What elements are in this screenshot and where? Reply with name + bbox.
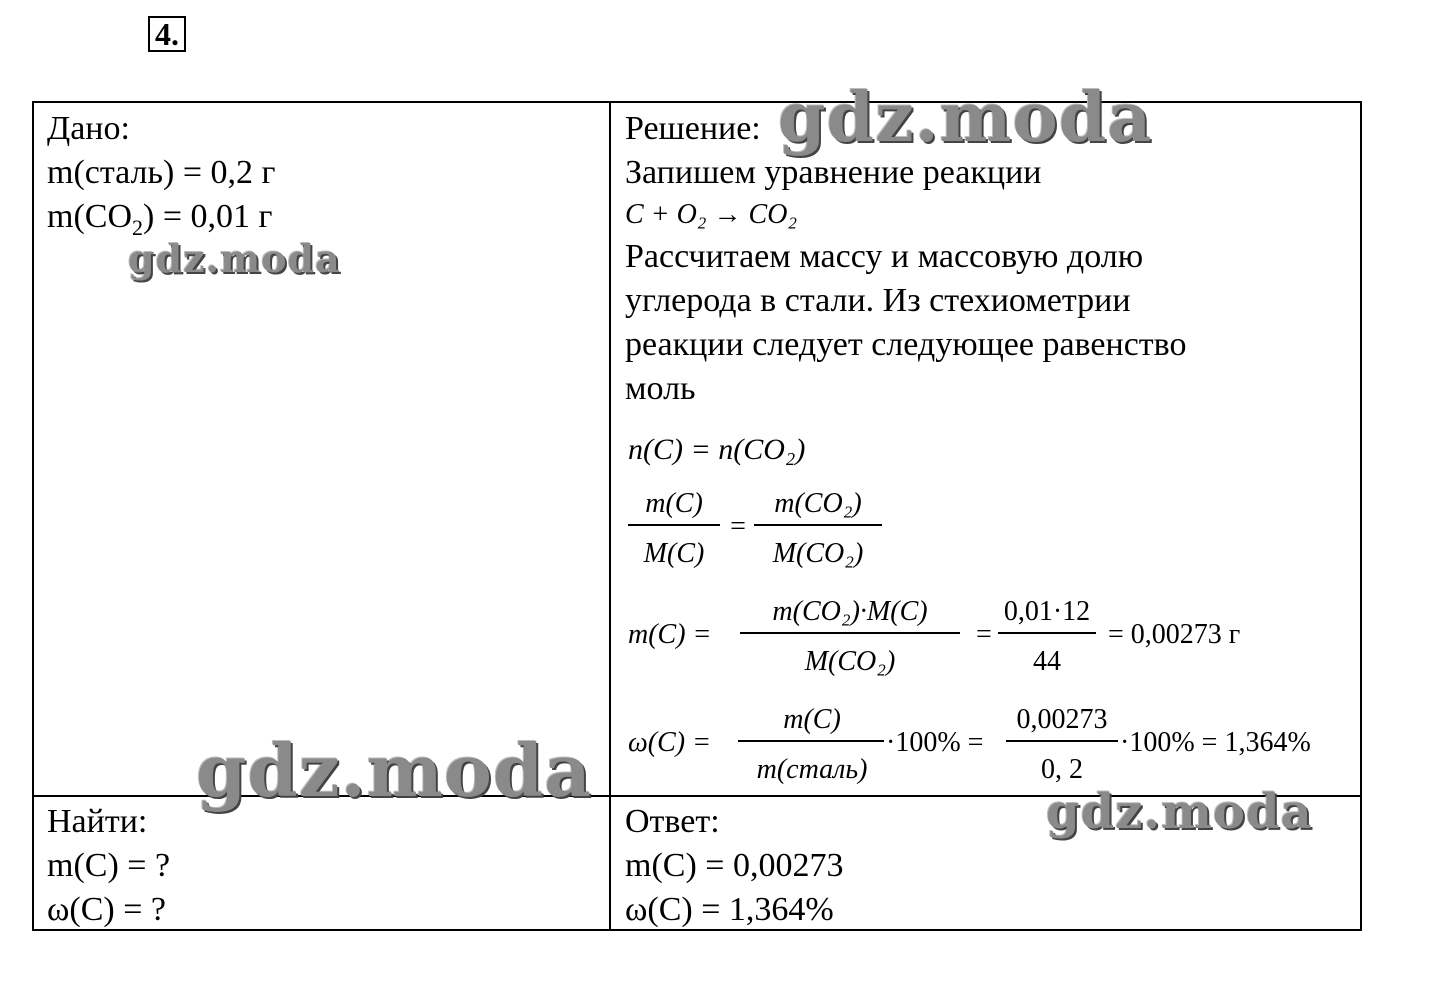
- eq1-text: n(C) = n(CO₂): [628, 433, 806, 466]
- find-cell: [47, 800, 170, 932]
- eq2-right-denominator: M(CO₂): [772, 538, 864, 569]
- eq4-lhs: ω(C) =: [628, 727, 711, 758]
- eq2-left-denominator: M(C): [643, 538, 705, 569]
- solution-text-4: моль: [625, 370, 696, 407]
- solution-text-2: углерода в стали. Из стехиометрии: [625, 282, 1131, 319]
- eq4-multiplier: ·100% =: [886, 727, 984, 758]
- find-carbon-fraction: ω(C) = ?: [47, 891, 166, 928]
- given-heading: Дано:: [47, 110, 130, 147]
- eq4-result: ·100% = 1,364%: [1120, 727, 1311, 758]
- eq3-denominator: M(CO₂): [804, 646, 896, 677]
- eq4-denominator: m(сталь): [756, 754, 868, 785]
- watermark-top: gdz.moda: [778, 78, 1153, 158]
- watermark-left-small: gdz.moda: [128, 236, 341, 281]
- solution-heading: Решение:: [625, 110, 761, 147]
- eq2-right-numerator: m(CO₂): [774, 488, 862, 519]
- eq2-left-numerator: m(C): [645, 488, 703, 519]
- given-co2-mass: $m(CO_2) = 0,01$ г: [47, 198, 273, 240]
- eq4-numeric-denominator: 0, 2: [1041, 754, 1083, 785]
- given-cell: [47, 107, 275, 250]
- eq4-numerator: m(C): [783, 704, 841, 735]
- given-steel-mass: m(сталь) = 0,2 г: [47, 154, 276, 191]
- solution-text-1: Рассчитаем массу и массовую долю: [625, 238, 1144, 275]
- carbon-fraction-equation: [626, 696, 1356, 796]
- find-carbon-mass: m(C) = ?: [47, 847, 171, 884]
- watermark-bottom-left: gdz.moda: [196, 728, 592, 813]
- solution-intro: Запишем уравнение реакции: [625, 154, 1042, 191]
- eq3-result: = 0,00273 г: [1108, 619, 1241, 650]
- eq3-numeric-numerator: 0,01·12: [1003, 596, 1091, 627]
- answer-carbon-mass: m(C) = 0,00273: [625, 847, 844, 884]
- column-divider: [609, 103, 611, 929]
- answer-carbon-fraction: ω(C) = 1,364%: [625, 891, 834, 928]
- watermark-bottom-right: gdz.moda: [1046, 784, 1313, 840]
- eq2-equals-sign: =: [730, 511, 746, 542]
- mole-equality-equation: [626, 425, 886, 473]
- eq3-lhs: m(C) =: [628, 619, 712, 650]
- eq4-numeric-numerator: 0,00273: [1016, 704, 1108, 735]
- molar-ratio-equation: [626, 480, 896, 580]
- answer-heading: Ответ:: [625, 803, 720, 840]
- solution-text-3: реакции следует следующее равенство: [625, 326, 1187, 363]
- answer-cell: [625, 800, 843, 932]
- problem-number: 4.: [148, 16, 186, 52]
- reaction-equation: C + O₂ → CO₂: [625, 199, 798, 230]
- eq3-numeric-denominator: 44: [1033, 646, 1061, 677]
- eq3-equals-sign: =: [976, 619, 992, 650]
- carbon-mass-equation: [626, 588, 1306, 688]
- eq3-numerator: m(CO₂)·M(C): [772, 596, 928, 627]
- find-heading: Найти:: [47, 803, 148, 840]
